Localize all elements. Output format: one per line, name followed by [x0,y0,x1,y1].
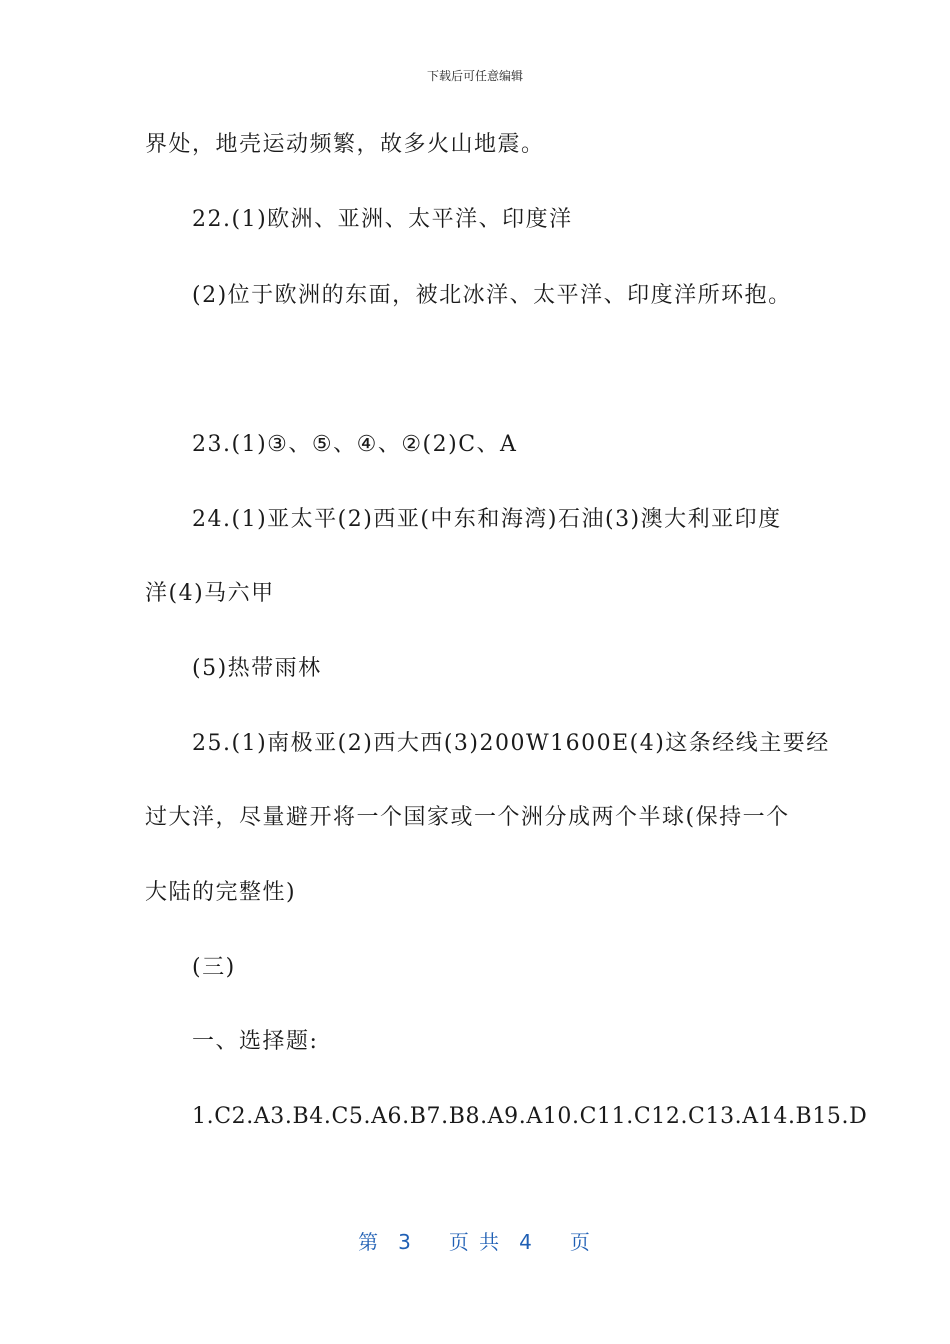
footer-current-page: 3 [398,1230,413,1254]
answer-key-line: 1.C2.A3.B4.C5.A6.B7.B8.A9.A10.C11.C12.C13.A14.B15.D [192,1104,868,1129]
body-line-6: 洋(4)马六甲 [145,581,275,606]
footer-total-pages: 4 [519,1230,534,1254]
section-heading: (三) [192,955,236,980]
body-line-2: 22.(1)欧洲、亚洲、太平洋、印度洋 [192,207,573,232]
body-line-10: 大陆的完整性) [145,880,297,905]
footer-middle: 页 共 [448,1230,502,1254]
body-line-4: 23.(1)③、⑤、④、②(2)C、A [192,432,518,457]
body-line-9: 过大洋，尽量避开将一个国家或一个洲分成两个半球(保持一个 [145,805,790,830]
footer-suffix: 页 [569,1230,592,1254]
page-header-note: 下载后可任意编辑 [426,69,523,83]
body-line-3: (2)位于欧洲的东面，被北冰洋、太平洋、印度洋所环抱。 [192,283,792,308]
body-line-1: 界处，地壳运动频繁，故多火山地震。 [145,132,545,157]
question-type-heading: 一、选择题: [192,1029,319,1054]
body-line-8: 25.(1)南极亚(2)西大西(3)200W1600E(4)这条经线主要经 [192,731,830,756]
footer-prefix: 第 [358,1230,381,1254]
page-footer [0,1226,950,1255]
body-line-5: 24.(1)亚太平(2)西亚(中东和海湾)石油(3)澳大利亚印度 [192,507,782,532]
body-line-7: (5)热带雨林 [192,656,322,681]
